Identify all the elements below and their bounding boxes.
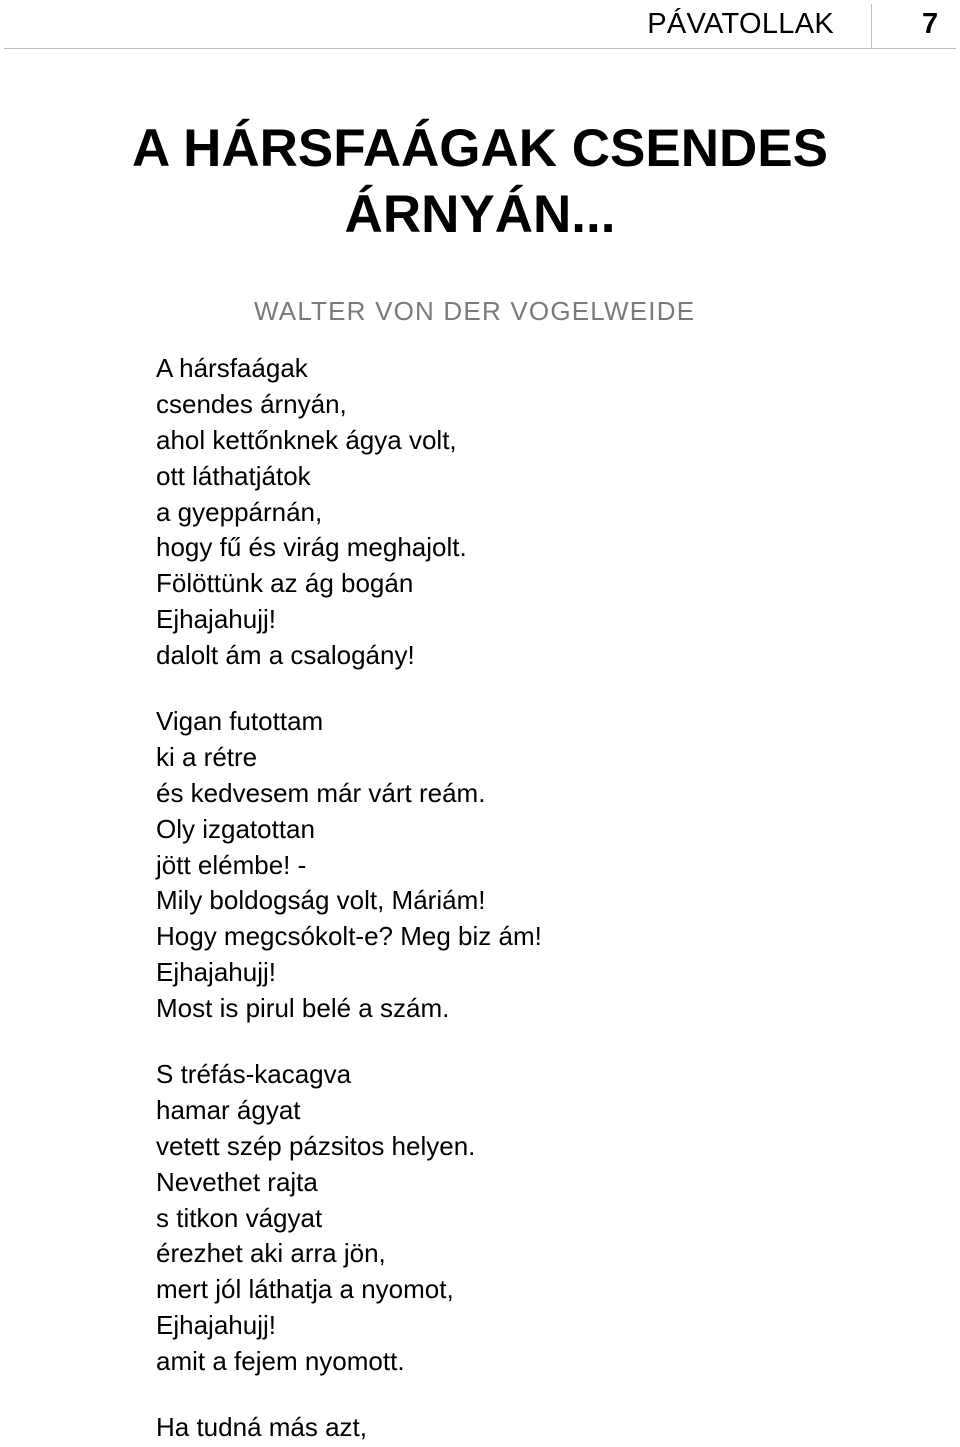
poem-line: Ejhajahujj! [156,604,276,635]
poem-line: A hársfaágak [156,353,308,383]
poem-line: Ejhajahujj! [156,1310,276,1341]
poem-line: Fölöttünk az ág bogán [156,568,414,599]
poem-stanza [156,704,936,1027]
poem-line: mert jól láthatja a nyomot, [156,1274,454,1305]
header-rule [4,48,956,49]
poem-line: Ha tudná más azt, [156,1412,367,1443]
poem-line: és kedvesem már várt reám. [156,777,486,808]
poem-line: Most is pirul belé a szám. [156,993,450,1024]
poem-line: Hogy megcsókolt-e? Meg biz ám! [156,921,542,952]
poem-line: Nevethet rajta [156,1166,318,1197]
poem-line: ahol kettőnknek ágya volt, [156,424,457,455]
poem-line: hamar ágyat [156,1094,301,1125]
poem-line: Vigan futottam [156,706,324,737]
poem-author: WALTER VON DER VOGELWEIDE [254,296,696,326]
header-separator [871,4,872,48]
page-header [0,0,960,50]
poem-line: érezhet aki arra jön, [156,1238,386,1269]
page-number: 7 [922,8,939,40]
poem-line: ott láthatjátok [156,460,311,491]
poem-stanza [156,1410,936,1446]
poem-line: ki a rétre [156,741,258,772]
poem-line: a gyeppárnán, [156,496,323,527]
poem-line: hogy fű és virág meghajolt. [156,532,467,563]
running-header-title: PÁVATOLLAK [647,8,834,40]
poem-line: csendes árnyán, [156,388,347,419]
poem-stanza [156,351,936,674]
poem-line: dalolt ám a csalogány! [156,640,415,671]
poem-title-line-1: A HÁRSFAÁGAK CSENDES [132,119,828,178]
poem-line: s titkon vágyat [156,1202,323,1233]
poem-stanza [156,1057,936,1380]
poem-line: S tréfás-kacagva [156,1059,352,1090]
poem-line: jött elémbe! - [156,849,307,880]
poem-line: Ejhajahujj! [156,957,276,988]
poem-title [60,116,900,248]
poem-title-line-2: ÁRNYÁN... [344,185,616,244]
poem-line: Mily boldogság volt, Máriám! [156,885,486,916]
poem-body [156,351,936,1446]
poem-line: Oly izgatottan [156,813,315,844]
poem-line: vetett szép pázsitos helyen. [156,1130,476,1161]
poem-line: amit a fejem nyomott. [156,1346,405,1377]
